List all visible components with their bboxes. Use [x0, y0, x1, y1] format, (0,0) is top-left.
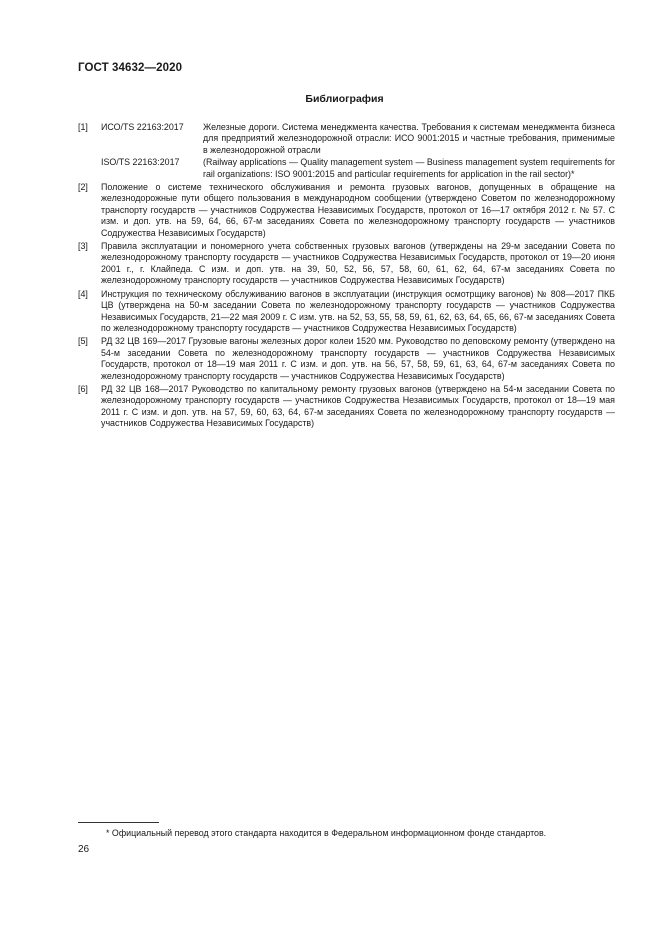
entry-number: [2]: [78, 182, 88, 193]
standard-code: ИСО/TS 22163:2017: [101, 122, 184, 132]
bibliography-entry-2: [78, 182, 615, 239]
entry-number: [1]: [78, 122, 88, 132]
bibliography-entry-3: [78, 241, 615, 287]
entry-number: [6]: [78, 383, 88, 394]
entry-text: Правила эксплуатации и пономерного учета собственных грузовых вагонов (утверждены на 29-м заседании Совета по железнодорожному транспорту государств — участников Содружества Независимых Государств, протокол от 19—20 июня 2001 г., г. Клайпеда. С изм. и доп. утв. на 39, 50, 52, 56, 57, 58, 60, 61, 62, 64, 67-м заседаниях Совета по железнодорожному транспорту государств — участников Содружества Независимых Государств): [101, 241, 615, 286]
entry-subrow-en: [101, 157, 615, 180]
entry-number: [4]: [78, 288, 88, 299]
bibliography-entry-1: [78, 122, 615, 180]
section-title: Библиография: [305, 93, 384, 105]
bibliography-entry-5: [78, 336, 615, 382]
bibliography-entry-6: [78, 384, 615, 430]
bibliography-entry-4: [78, 289, 615, 335]
page-number: 26: [78, 844, 90, 855]
entry-text: РД 32 ЦВ 169—2017 Грузовые вагоны железных дорог колеи 1520 мм. Руководство по деповскому ремонту (утверждено на 54-м заседании Совета по железнодорожному транспорту государств — участников Содружества Независимых Государств, протокол от 18—19 мая 2011 г. С изм. и доп. утв. на 56, 57, 58, 59, 61, 63, 64, 67-м заседаниях Совета по железнодорожному транспорту государств — участников Содружества Независимых Государств): [101, 336, 615, 381]
document-header: ГОСТ 34632—2020: [78, 62, 183, 74]
entry-body: [101, 122, 615, 180]
standard-code: ISO/TS 22163:2017: [101, 157, 180, 168]
entry-number: [5]: [78, 336, 88, 347]
entry-text: Положение о системе технического обслуживания и ремонта грузовых вагонов, допущенных в обращение на железнодорожные пути общего пользования в международном сообщении (утверждено Советом по железнодорожному транспорту государств — участников Содружества Независимых Государств, протокол от 16—17 октября 2012 г. № 57. С изм. и доп. утв. на 59, 64, 66, 67-м заседаниях Совета по железнодорожному транспорту государств — участников Содружества Независимых Государств): [101, 182, 615, 238]
entry-text: Инструкция по техническому обслуживанию вагонов в эксплуатации (инструкция осмотрщику вагонов) № 808—2017 ПКБ ЦВ (утверждена на 50-м заседании Совета по железнодорожному транспорту государств — участников Содружества Независимых Государств, 21—22 мая 2009 г. С изм. утв. на 52, 53, 55, 58, 59, 61, 62, 63, 64, 65, 66, 67-м заседаниях Совета по железнодорожному транспорту государств — участников Содружества Независимых Государств): [101, 288, 615, 333]
bibliography-list: [78, 122, 615, 432]
entry-text: РД 32 ЦВ 168—2017 Руководство по капитальному ремонту грузовых вагонов (утверждено на 54-м заседании Совета по железнодорожному транспорту государств — участников Содружества Независимых Государств, протокол от 18—19 мая 2011 г. С изм. и доп. утв. на 57, 59, 60, 63, 64, 67-м заседаниях Совета по железнодорожному транспорту государств — участников Содружества Независимых Государств): [101, 383, 615, 429]
footnote: * Официальный перевод этого стандарта находится в Федеральном информационном фонде стандартов.: [106, 828, 547, 838]
standard-title: Железные дороги. Система менеджмента качества. Требования к системам менеджмента бизнеса для предприятий железнодорожной отрасли: ИСО 9001:2015 и частные требования, применимые в железнодорожной отрасли: [203, 122, 615, 155]
entry-subrow-ru: [101, 122, 615, 156]
entry-number: [3]: [78, 241, 88, 252]
standard-title: (Railway applications — Quality management system — Business management system requirements for rail organizations: ISO 9001:2015 and particular requirements for application in the rail sector)*: [203, 157, 615, 179]
footnote-divider: [78, 822, 159, 823]
